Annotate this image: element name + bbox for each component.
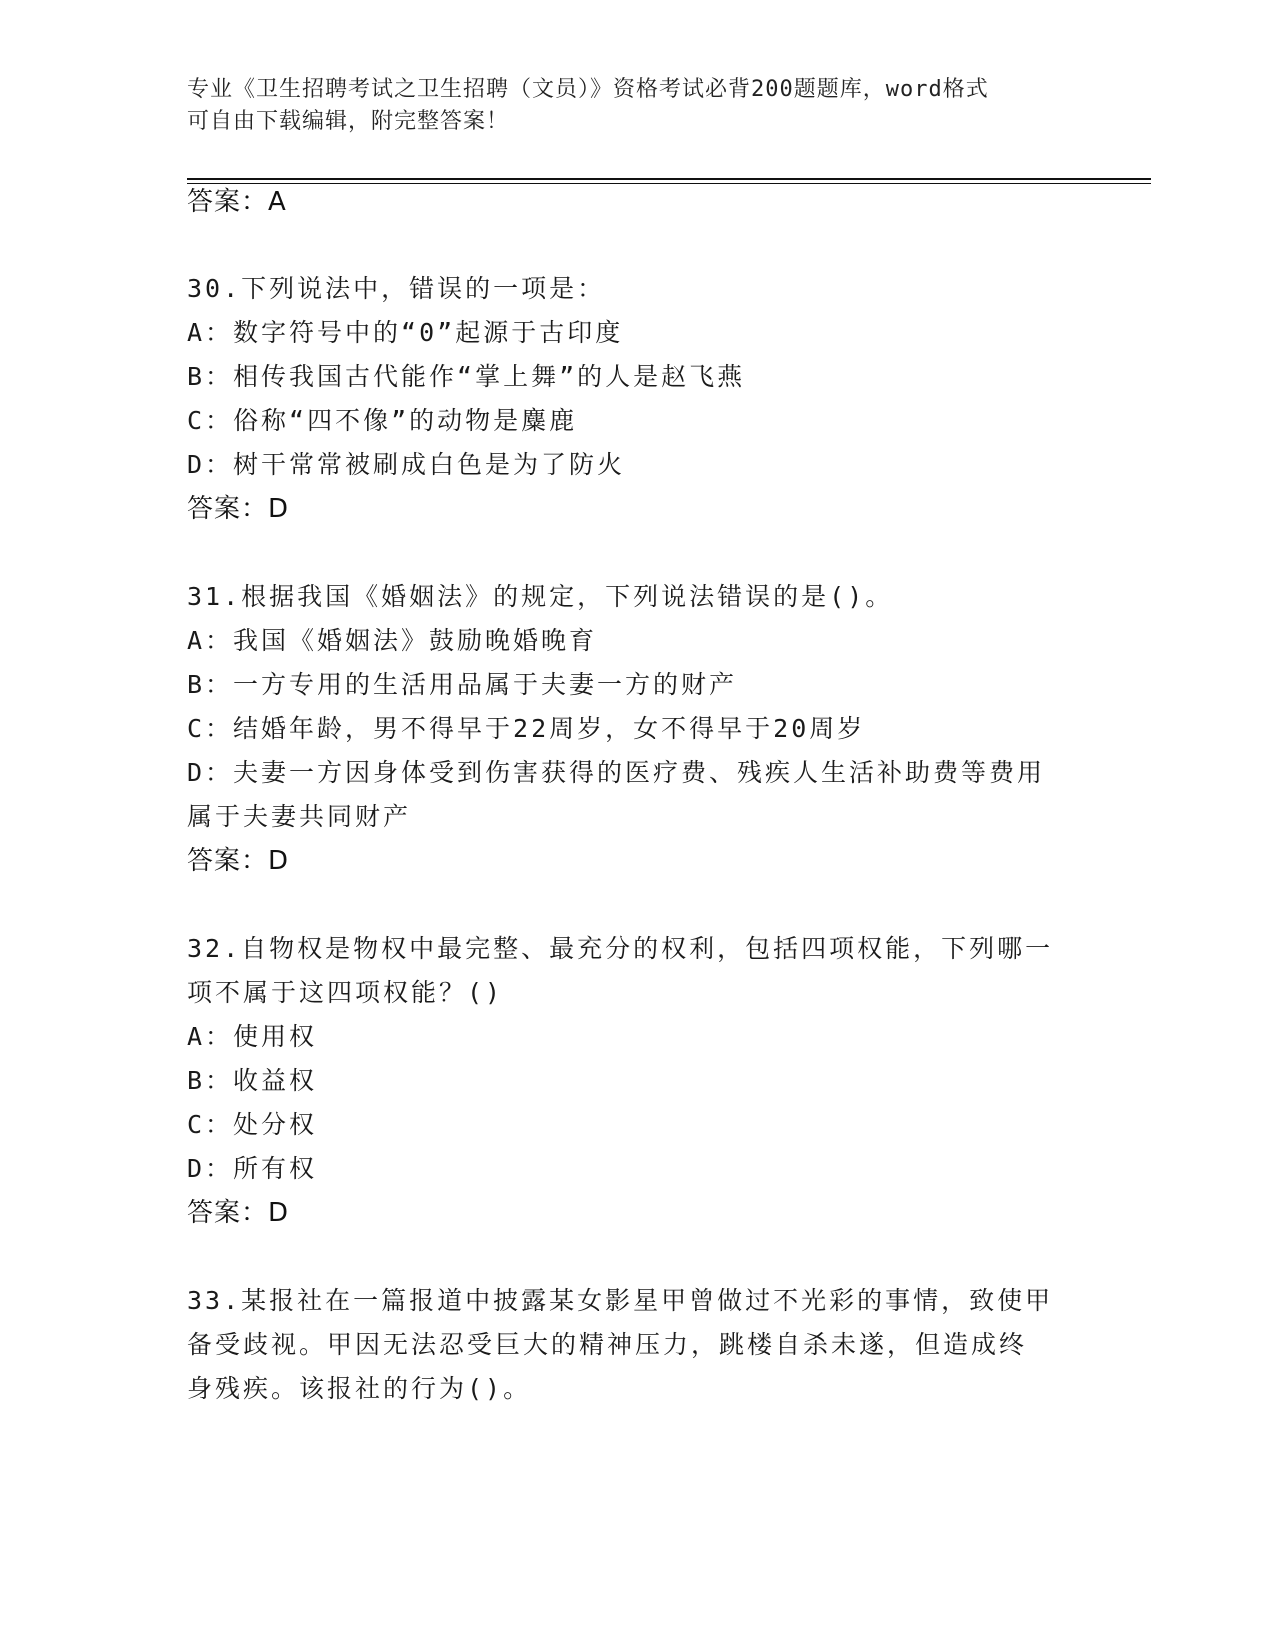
question-31-option-d-continued: 属于夫妻共同财产 xyxy=(187,802,412,831)
question-32-stem-line-1: 32.自物权是物权中最完整、最充分的权利，包括四项权能，下列哪一 xyxy=(187,934,1054,963)
question-33-stem-line-2: 备受歧视。甲因无法忍受巨大的精神压力，跳楼自杀未遂，但造成终 xyxy=(187,1330,1028,1359)
question-31-option-c: C：结婚年龄，男不得早于22周岁，女不得早于20周岁 xyxy=(187,714,866,743)
question-30-answer: 答案：D xyxy=(187,494,290,524)
header-divider-thick xyxy=(187,178,1151,180)
question-30-option-b: B：相传我国古代能作“掌上舞”的人是赵飞燕 xyxy=(187,362,746,391)
question-31-option-d: D：夫妻一方因身体受到伤害获得的医疗费、残疾人生活补助费等费用 xyxy=(187,758,1046,787)
question-31-answer: 答案：D xyxy=(187,846,290,876)
question-30-option-a: A：数字符号中的“0”起源于古印度 xyxy=(187,318,624,347)
question-32-answer: 答案：D xyxy=(187,1198,290,1228)
question-32-stem-line-2: 项不属于这四项权能？() xyxy=(187,978,504,1007)
question-30-option-d: D：树干常常被刷成白色是为了防火 xyxy=(187,450,626,479)
question-31-option-a: A：我国《婚姻法》鼓励晚婚晚育 xyxy=(187,626,598,655)
question-30-stem: 30.下列说法中，错误的一项是： xyxy=(187,274,606,303)
header-line-2: 可自由下载编辑，附完整答案！ xyxy=(187,109,510,134)
previous-answer: 答案：A xyxy=(187,187,287,217)
question-31-stem: 31.根据我国《婚姻法》的规定，下列说法错误的是()。 xyxy=(187,582,894,611)
question-32-option-a: A：使用权 xyxy=(187,1022,318,1051)
header-divider-thin xyxy=(187,183,1151,184)
question-30-option-c: C：俗称“四不像”的动物是麋鹿 xyxy=(187,406,578,435)
question-32-option-c: C：处分权 xyxy=(187,1110,318,1139)
question-33-stem-line-1: 33.某报社在一篇报道中披露某女影星甲曾做过不光彩的事情，致使甲 xyxy=(187,1286,1054,1315)
header-line-1: 专业《卫生招聘考试之卫生招聘（文员）》资格考试必背200题题库，word格式 xyxy=(187,77,989,102)
question-31-option-b: B：一方专用的生活用品属于夫妻一方的财产 xyxy=(187,670,738,699)
question-32-option-b: B：收益权 xyxy=(187,1066,318,1095)
question-33-stem-line-3: 身残疾。该报社的行为()。 xyxy=(187,1374,532,1403)
document-header xyxy=(187,74,1067,138)
question-32-option-d: D：所有权 xyxy=(187,1154,318,1183)
